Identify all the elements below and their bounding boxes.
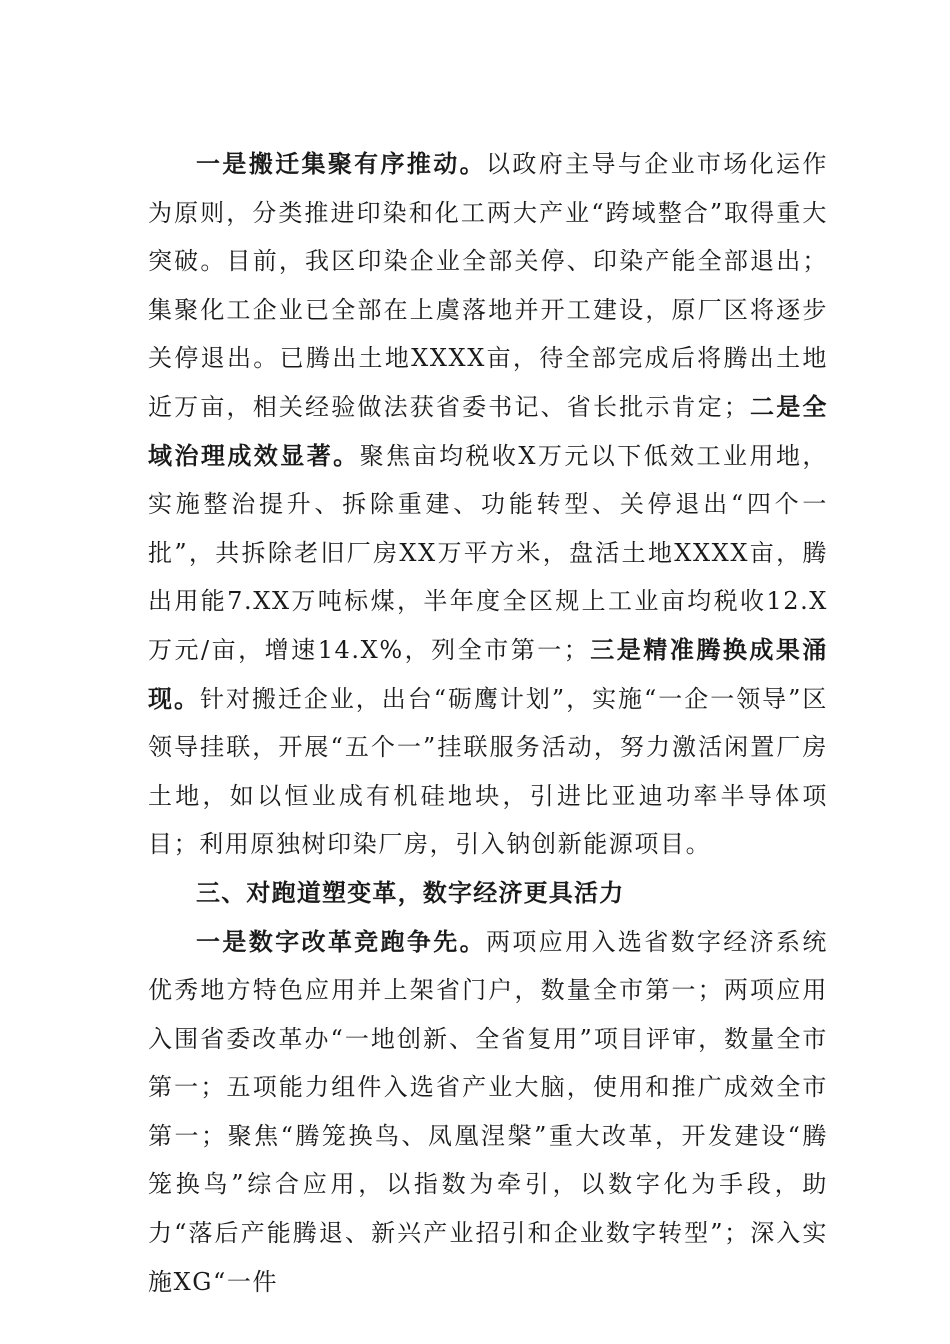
paragraph-text-governance: 聚焦亩均税收X万元以下低效工业用地，实施整治提升、拆除重建、功能转型、关停退出“四个一批”，共拆除老旧厂房XX万平方米，盘活土地XXXX亩，腾出用能7.XX万吨标煤，半年度全区规上工业亩均税收12.X万元/亩，增速14.X%，列全市第一； — [148, 441, 828, 664]
paragraph-lead-relocation: 一是搬迁集聚有序推动。 — [196, 150, 487, 178]
paragraph-lead-digital-reform: 一是数字改革竞跑争先。 — [196, 927, 487, 956]
paragraph-digital-reform — [148, 918, 828, 1307]
paragraph-relocation-and-governance — [148, 140, 828, 869]
paragraph-text-digital-reform: 两项应用入选省数字经济系统优秀地方特色应用并上架省门户，数量全市第一；两项应用入围省委改革办“一地创新、全省复用”项目评审，数量全市第一；五项能力组件入选省产业大脑，使用和推广成效全市第一；聚焦“腾笼换鸟、凤凰涅槃”重大改革，开发建设“腾笼换鸟”综合应用，以指数为牵引，以数字化为手段，助力“落后产能腾退、新兴产业招引和企业数字转型”；深入实施XG“一件 — [148, 927, 828, 1296]
document-body — [148, 140, 828, 1306]
paragraph-text-replacement: 针对搬迁企业，出台“砺鹰计划”，实施“一企一领导”区领导挂联，开展“五个一”挂联服务活动，努力激活闲置厂房土地，如以恒业成有机硅地块，引进比亚迪功率半导体项目；利用原独树印染厂房，引入钠创新能源项目。 — [148, 684, 828, 859]
section-heading-digital-economy: 三、对跑道塑变革，数字经济更具活力 — [196, 878, 625, 907]
paragraph-lead-governance: 二是全域治理成效显著。 — [148, 392, 828, 470]
paragraph-lead-replacement: 三是精准腾换成果涌现。 — [148, 635, 828, 713]
paragraph-text-relocation: 以政府主导与企业市场化运作为原则，分类推进印染和化工两大产业“跨域整合”取得重大突破。目前，我区印染企业全部关停、印染产能全部退出；集聚化工企业已全部在上虞落地并开工建设，原厂区将逐步关停退出。已腾出土地XXXX亩，待全部完成后将腾出土地近万亩，相关经验做法获省委书记、省长批示肯定； — [148, 150, 828, 421]
